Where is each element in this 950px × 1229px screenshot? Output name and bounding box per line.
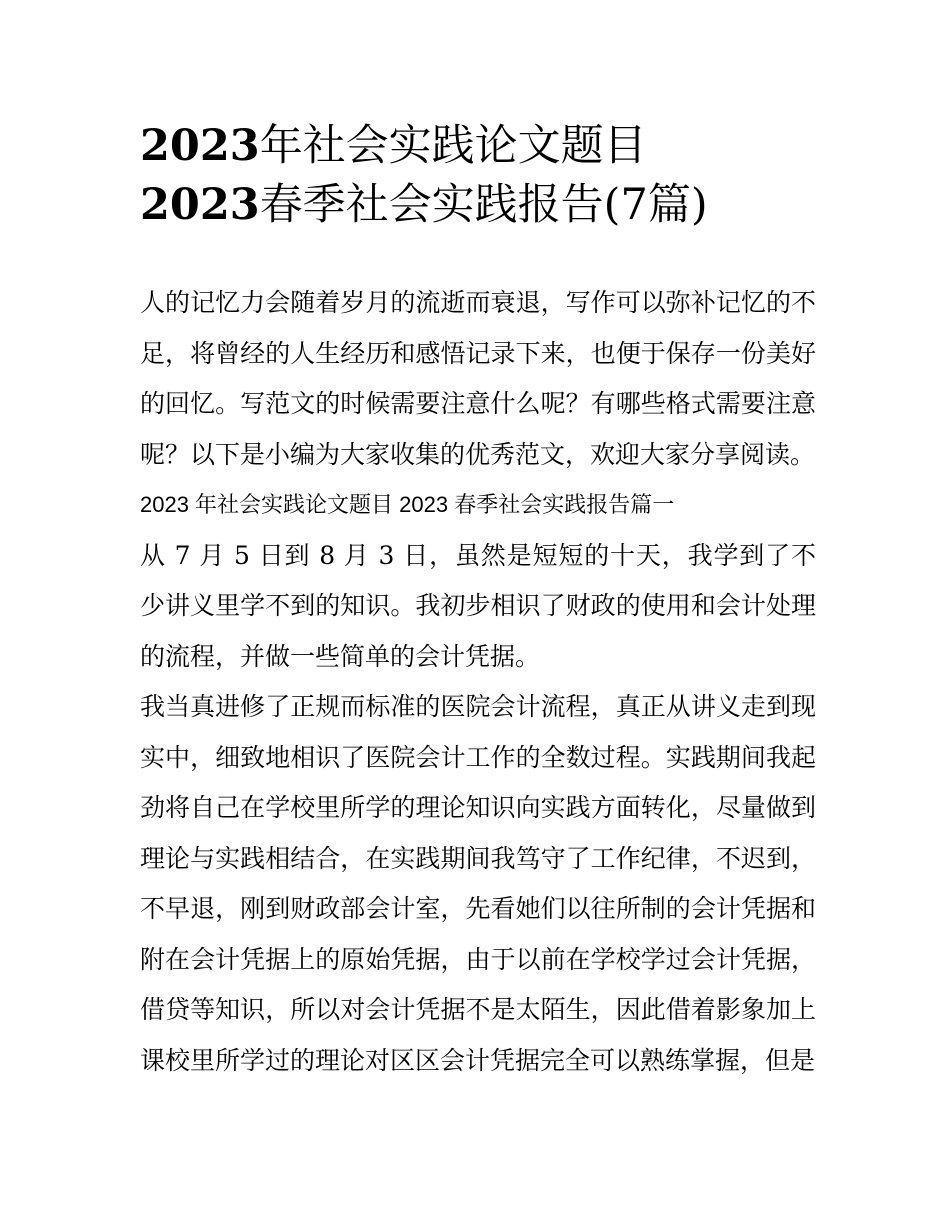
intro-paragraph: 人的记忆力会随着岁月的流逝而衰退，写作可以弥补记忆的不足，将曾经的人生经历和感悟记录下来，也便于保存一份美好的回忆。写范文的时候需要注意什么呢？有哪些格式需要注意呢？以下是小编为大家收集的优秀范文，欢迎大家分享阅读。: [140, 288, 816, 469]
title-line-2: [140, 176, 840, 235]
document-body: [140, 278, 816, 1086]
title-text-2: 春季社会实践报告(7篇): [259, 180, 708, 230]
title-line-1: [140, 117, 840, 176]
body-paragraph-2: 我当真进修了正规而标准的医院会计流程，真正从讲义走到现实中，细致地相识了医院会计工作的全数过程。实践期间我起劲将自己在学校里所学的理论知识向实践方面转化，尽量做到理论与实践相结合，在实践期间我笃守了工作纪律，不迟到，不早退，刚到财政部会计室，先看她们以往所制的会计凭据和附在会计凭据上的原始凭据，由于以前在学校学过会计凭据，借贷等知识，所以对会计凭据不是太陌生，因此借着影象加上课校里所学过的理论对区区会计凭据完全可以熟练掌握，但是: [140, 692, 816, 1075]
title-year-2: 2023: [140, 180, 260, 230]
body-paragraph-1: 从 7 月 5 日到 8 月 3 日，虽然是短短的十天，我学到了不少讲义里学不到的知识。我初步相识了财政的使用和会计处理的流程，并做一些简单的会计凭据。: [140, 540, 816, 671]
title-text-1: 年社会实践论文题目: [259, 121, 647, 171]
section-heading: 2023 年社会实践论文题目 2023 春季社会实践报告篇一: [140, 492, 675, 517]
title-year-1: 2023: [140, 121, 260, 171]
document-title: [140, 117, 840, 235]
